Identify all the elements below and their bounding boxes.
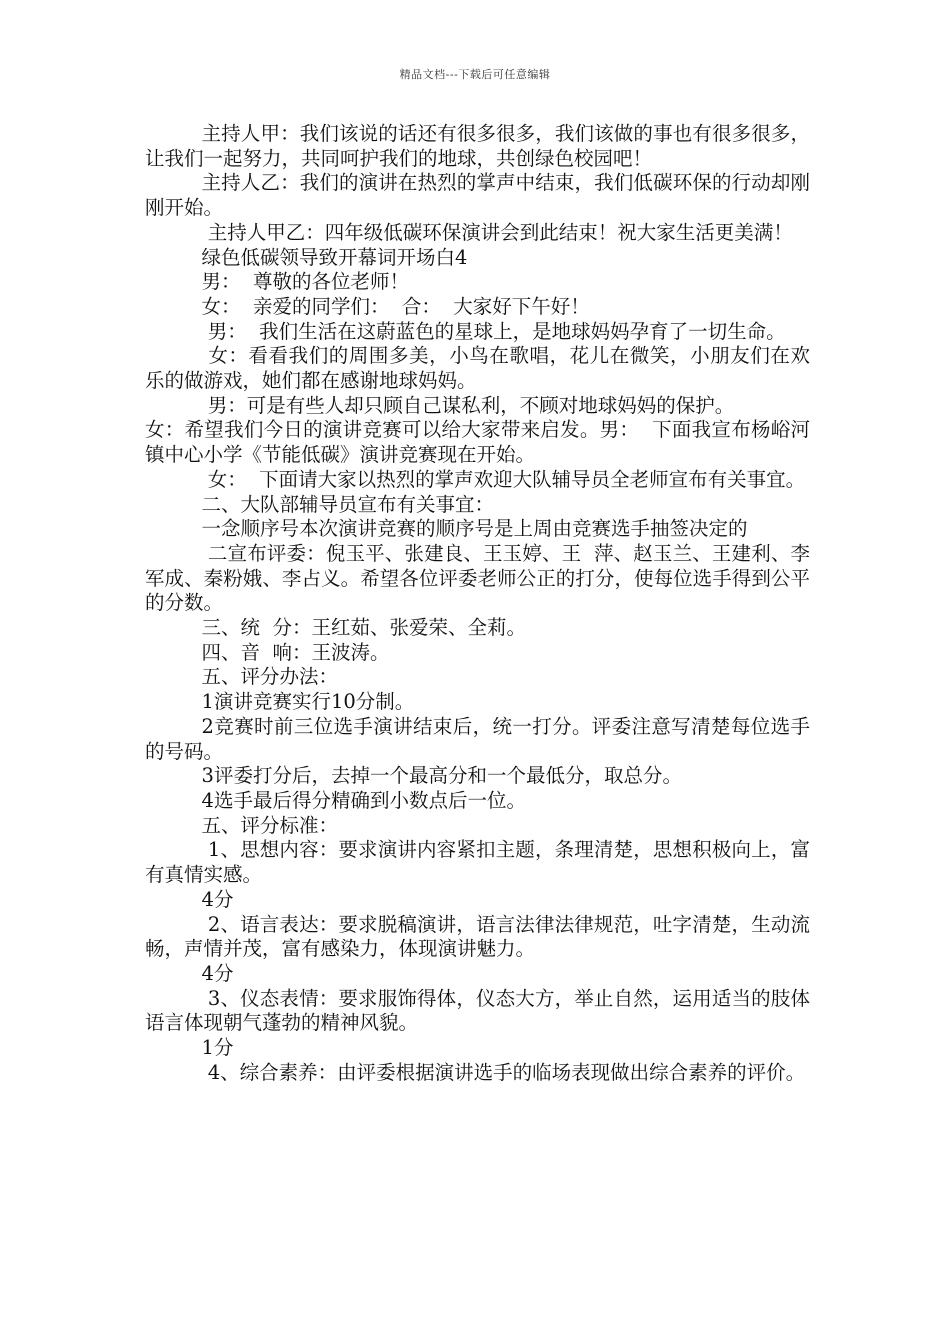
paragraph: 二、大队部辅导员宣布有关事宜： <box>201 492 495 516</box>
paragraph: 1分 <box>201 1036 234 1060</box>
page-header: 精品文档---下载后可任意编辑 <box>399 68 551 81</box>
paragraph: 3评委打分后，去掉一个最高分和一个最低分，取总分。 <box>201 764 682 788</box>
paragraph: 男：可是有些人却只顾自己谋私利，不顾对地球妈妈的保护。 <box>201 393 735 417</box>
paragraph: 主持人甲：我们该说的话还有很多很多，我们该做的事也有很多很多，让我们一起努力，共同呵护我们的地球，共创绿色校园吧！ <box>145 122 810 170</box>
paragraph: 主持人乙：我们的演讲在热烈的掌声中结束，我们低碳环保的行动却刚刚开始。 <box>145 171 810 220</box>
paragraph: 女：看看我们的周围多美，小鸟在歌唱，花儿在微笑，小朋友们在欢乐的做游戏，她们都在感谢地球妈妈。 <box>145 344 810 393</box>
paragraph: 女： 下面请大家以热烈的掌声欢迎大队辅导员全老师宣布有关事宜。 <box>201 467 806 491</box>
paragraph: 四、音 响：王波涛。 <box>201 640 390 664</box>
paragraph: 男： 尊敬的各位老师！ <box>201 270 409 294</box>
paragraph: 二宣布评委：倪玉平、张建良、王玉婷、王 萍、赵玉兰、王建利、李军成、秦粉娥、李占义。希望各位评委老师公正的打分，使每位选手得到公平的分数。 <box>145 541 810 615</box>
paragraph: 一念顺序号本次演讲竞赛的顺序号是上周由竞赛选手抽签决定的 <box>201 517 748 541</box>
document-body <box>145 122 810 1085</box>
paragraph: 男： 我们生活在这蔚蓝色的星球上，是地球妈妈孕育了一切生命。 <box>201 319 786 343</box>
paragraph: 4选手最后得分精确到小数点后一位。 <box>201 788 526 812</box>
paragraph: 3、仪态表情：要求服饰得体，仪态大方，举止自然，运用适当的肢体语言体现朝气蓬勃的精神风貌。 <box>145 986 810 1035</box>
paragraph: 三、统 分：王红茹、张爱荣、全莉。 <box>201 616 526 640</box>
paragraph: 1、思想内容：要求演讲内容紧扣主题，条理清楚，思想积极向上，富有真情实感。 <box>145 838 810 887</box>
paragraph: 1演讲竞赛实行10分制。 <box>201 690 415 714</box>
paragraph: 主持人甲乙：四年级低碳环保演讲会到此结束！祝大家生活更美满！ <box>201 220 793 244</box>
paragraph: 4分 <box>201 887 234 911</box>
paragraph: 五、评分办法： <box>201 665 339 689</box>
paragraph: 2竞赛时前三位选手演讲结束后，统一打分。评委注意写清楚每位选手的号码。 <box>145 714 810 763</box>
paragraph: 2、语言表达：要求脱稿演讲，语言法律法律规范，吐字清楚，生动流畅，声情并茂，富有感染力，体现演讲魅力。 <box>145 912 810 961</box>
paragraph: 4分 <box>201 961 234 985</box>
paragraph: 女：希望我们今日的演讲竞赛可以给大家带来启发。男： 下面我宣布杨峪河镇中心小学《节能低碳》演讲竞赛现在开始。 <box>145 418 810 467</box>
paragraph: 五、评分标准： <box>201 813 339 837</box>
paragraph: 4、综合素养：由评委根据演讲选手的临场表现做出综合素养的评价。 <box>201 1060 806 1084</box>
paragraph: 女： 亲爱的同学们： 合： 大家好下午好！ <box>201 294 590 318</box>
paragraph: 绿色低碳领导致开幕词开场白4 <box>201 245 468 269</box>
